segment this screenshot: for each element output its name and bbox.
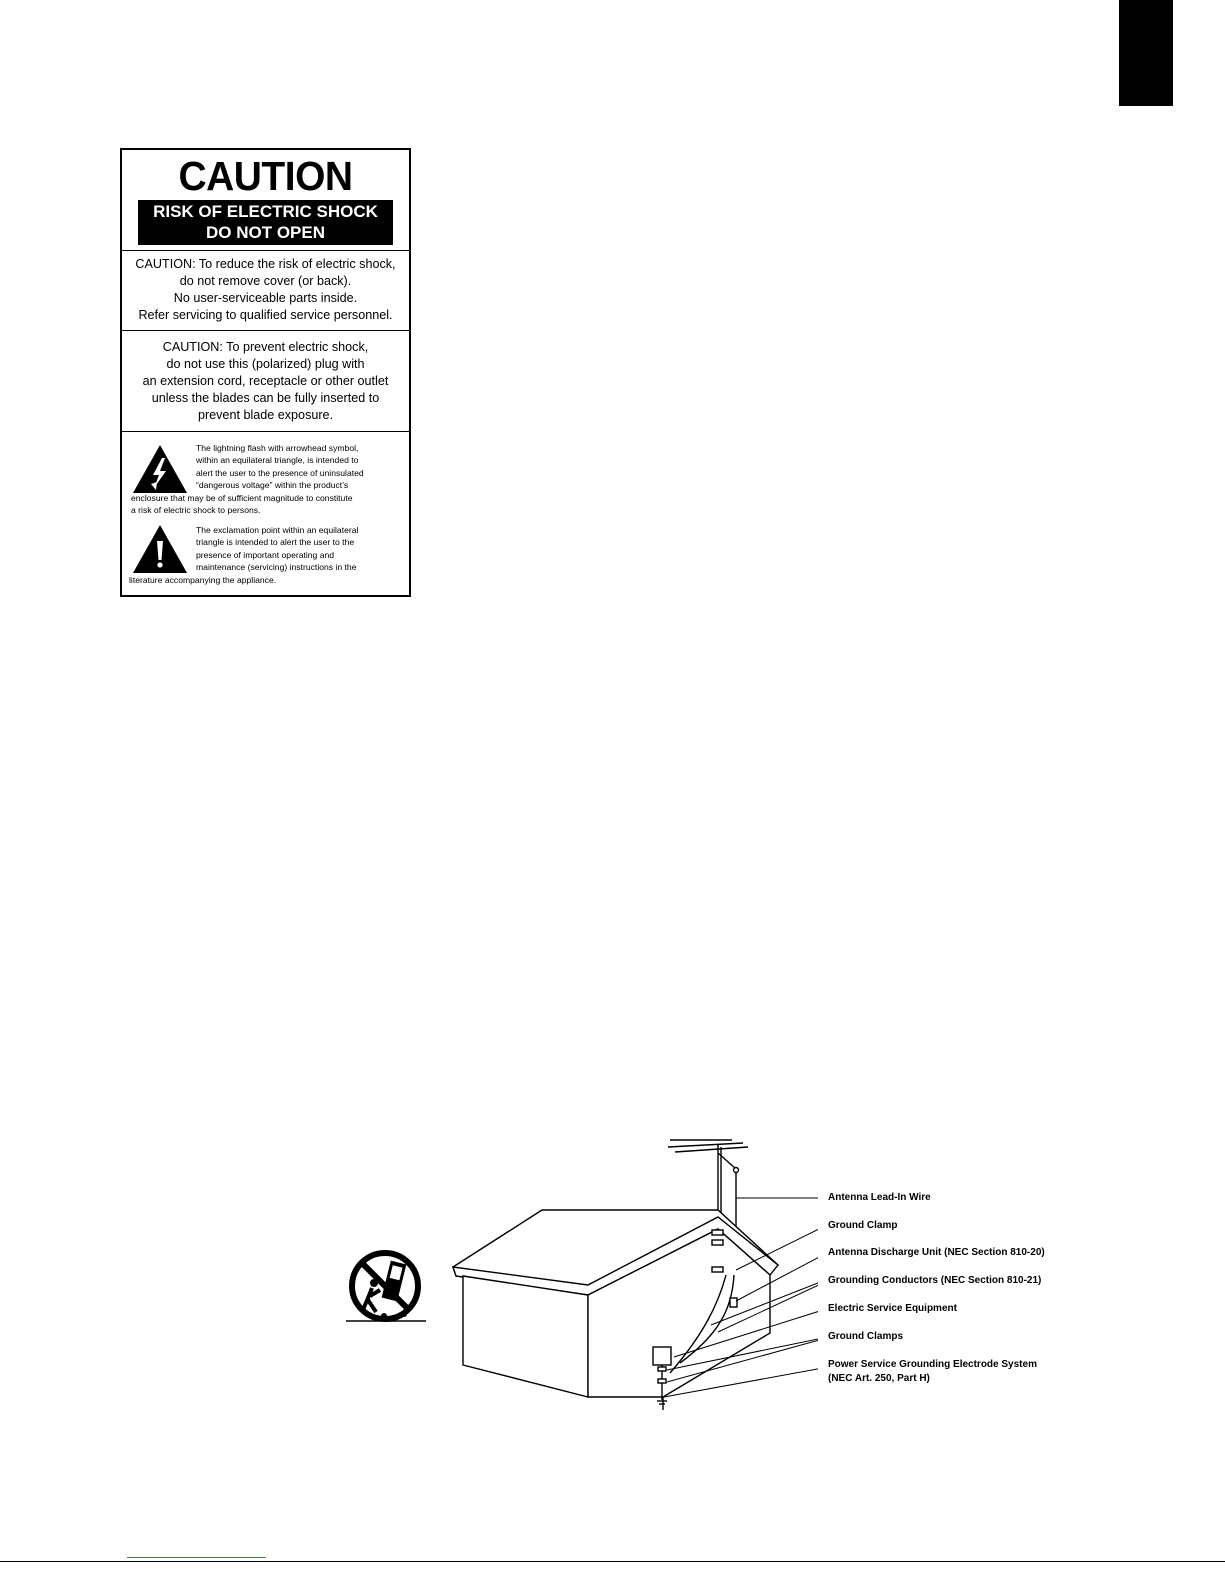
lightning-triangle-icon bbox=[132, 444, 188, 494]
polarized-plug-caution bbox=[122, 331, 409, 432]
exclamation-symbol-description bbox=[196, 524, 358, 574]
page-tab-marker bbox=[1119, 0, 1173, 106]
antenna-grounding-diagram bbox=[448, 1135, 818, 1415]
symbol-explanations bbox=[122, 432, 409, 596]
description-line: The lightning flash with arrowhead symbol, bbox=[196, 443, 359, 453]
caution-line: CAUTION: To prevent electric shock, bbox=[162, 340, 369, 354]
description-line: maintenance (servicing) instructions in the bbox=[196, 562, 357, 573]
description-line: within an equilateral triangle, is intended to bbox=[196, 455, 359, 466]
description-line: “dangerous voltage” within the product’s bbox=[196, 480, 349, 491]
label-antenna-lead-in-wire: Antenna Lead-In Wire bbox=[828, 1192, 931, 1203]
caution-line: an extension cord, receptacle or other outlet bbox=[142, 374, 389, 388]
footer-link-underline[interactable] bbox=[127, 1557, 266, 1558]
exclamation-symbol-description-cont bbox=[129, 574, 276, 586]
description-line: The exclamation point within an equilateral bbox=[196, 525, 359, 535]
exclamation-triangle-icon bbox=[132, 524, 188, 574]
caution-line: unless the blades can be fully inserted to bbox=[151, 391, 380, 405]
label-grounding-conductors: Grounding Conductors (NEC Section 810-21) bbox=[828, 1275, 1042, 1286]
label-electric-service-equipment: Electric Service Equipment bbox=[828, 1303, 957, 1314]
description-line: alert the user to the presence of uninsulated bbox=[196, 467, 364, 478]
lightning-symbol-description bbox=[196, 442, 364, 492]
caution-line: CAUTION: To reduce the risk of electric shock, bbox=[135, 257, 396, 271]
lightning-symbol-description-cont bbox=[131, 492, 353, 517]
description-line: enclosure that may be of sufficient magnitude to constitute bbox=[131, 493, 353, 503]
footer-rule bbox=[0, 1561, 1225, 1562]
label-antenna-discharge-unit: Antenna Discharge Unit (NEC Section 810-20) bbox=[828, 1247, 1045, 1258]
caution-title: CAUTION bbox=[178, 153, 353, 199]
description-line: presence of important operating and bbox=[196, 549, 335, 560]
banner-line-2: DO NOT OPEN bbox=[205, 223, 325, 242]
banner-line-1: RISK OF ELECTRIC SHOCK bbox=[153, 202, 378, 221]
caution-line: No user-serviceable parts inside. bbox=[173, 291, 358, 305]
label-ground-clamp: Ground Clamp bbox=[828, 1220, 898, 1231]
caution-label-box bbox=[120, 148, 411, 597]
description-line: literature accompanying the appliance. bbox=[129, 575, 277, 585]
description-line: triangle is intended to alert the user to the bbox=[196, 537, 355, 548]
caution-line: Refer servicing to qualified service personnel. bbox=[138, 308, 393, 322]
shock-warning-banner bbox=[138, 200, 393, 245]
description-line: a risk of electric shock to persons. bbox=[131, 505, 261, 516]
cover-removal-caution bbox=[122, 251, 409, 331]
label-nec-article: (NEC Art. 250, Part H) bbox=[828, 1373, 930, 1384]
label-ground-clamps: Ground Clamps bbox=[828, 1331, 904, 1342]
cart-tipover-warning-icon bbox=[346, 1250, 426, 1328]
caution-line: do not remove cover (or back). bbox=[179, 274, 352, 288]
label-power-service-grounding: Power Service Grounding Electrode System bbox=[828, 1359, 1037, 1370]
caution-header bbox=[122, 150, 409, 251]
caution-line: do not use this (polarized) plug with bbox=[166, 357, 365, 371]
caution-line: prevent blade exposure. bbox=[197, 408, 334, 422]
